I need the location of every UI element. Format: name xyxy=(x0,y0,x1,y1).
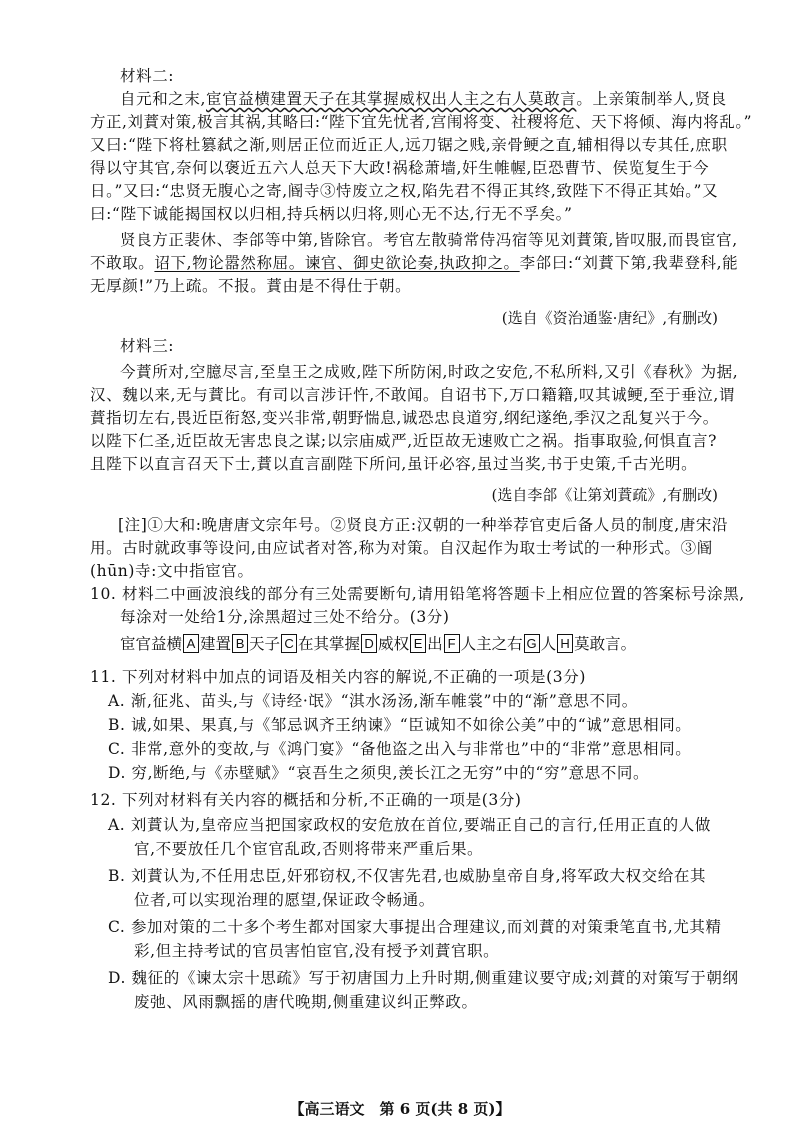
material-three-line: 且陛下以直言召天下士,蕡以直言副陛下所问,虽讦必容,虽过当奖,书于史策,千古光明。 xyxy=(90,455,698,473)
option-a[interactable]: A. 渐,征兆、苗头,与《诗经·氓》“淇水汤汤,渐车帷裳”中的“渐”意思不同。 xyxy=(108,692,638,710)
wavy-underlined-passage: 宦官益横建置天子在其掌握威权出人主之右人莫敢言 xyxy=(206,90,577,108)
answer-box-b[interactable]: B xyxy=(232,634,248,653)
option-line: 废弛、风雨飘摇的唐代晚期,侧重建议纠正弊政。 xyxy=(134,993,478,1011)
answer-box-a[interactable]: A xyxy=(183,634,199,653)
note-line: (hūn)寺:文中指宦官。 xyxy=(90,562,254,580)
passage-segment: 建置 xyxy=(200,635,232,653)
passage-segment: 莫敢言。 xyxy=(574,635,637,653)
material-two-line: 又曰:“陛下将杜篡弑之渐,则居正位而近正人,远刀锯之贱,亲骨鲠之直,辅相得以专其任,庶职 xyxy=(90,136,728,154)
material-three-citation: (选自李郃《让第刘蕡疏》,有删改) xyxy=(491,486,718,504)
passage-segment: 人主之右 xyxy=(460,635,523,653)
passage-segment: 宦官益横 xyxy=(120,635,183,653)
note-line: 用。古时就政事等设问,由应试者对答,称为对策。自汉起作为取士考试的一种形式。③阍 xyxy=(90,539,713,557)
answer-box-f[interactable]: F xyxy=(444,634,460,653)
option-line: A. 刘蕡认为,皇帝应当把国家政权的安危放在首位,要端正自己的言行,任用正直的人做 xyxy=(108,816,711,834)
underlined-translation-sentence: 诏下,物论嚣然称屈。谏官、御史欲论奏,执政抑之。 xyxy=(154,254,520,272)
option-b[interactable]: B. 诚,如果、果真,与《邹忌讽齐王纳谏》“臣诚知不如徐公美”中的“诚”意思相同。 xyxy=(108,716,692,734)
option-line: 彩,但主持考试的官员害怕宦官,没有授予刘蕡官职。 xyxy=(134,942,500,960)
passage-segment: 威权 xyxy=(378,635,410,653)
option-d[interactable]: D. 穷,断绝,与《赤壁赋》“哀吾生之须臾,羡长江之无穷”中的“穷”意思不同。 xyxy=(108,764,650,782)
answer-box-e[interactable]: E xyxy=(410,634,426,653)
material-two-line: 无厚颜!”乃上疏。不报。蕡由是不得仕于朝。 xyxy=(90,277,412,295)
material-two-line: 得以守其官,奈何以褒近五六人总天下大政!祸稔萧墙,奸生帷幄,臣恐曹节、侯览复生于今 xyxy=(90,159,710,177)
page-footer: 【高三语文 第 6 页(共 8 页)】 xyxy=(289,1100,511,1118)
material-three-heading: 材料三: xyxy=(120,337,175,355)
material-three-line: 蕡指切左右,畏近臣衔怒,变兴非常,朝野惴息,诚恐忠良道穷,纲纪遂绝,季汉之乱复兴于今。 xyxy=(90,409,719,427)
passage-segment: 出 xyxy=(427,635,443,653)
option-line: 位者,可以实现治理的愿望,保证政令畅通。 xyxy=(134,891,435,909)
option-line: 官,不要放任几个宦官乱政,否则将带来严重后果。 xyxy=(134,840,484,858)
passage-segment: 在其掌握 xyxy=(298,635,361,653)
material-two-citation: (选自《资治通鉴·唐纪》,有删改) xyxy=(501,309,718,327)
material-three-line: 以陛下仁圣,近臣故无害忠良之谋;以宗庙威严,近臣故无速败亡之祸。指事取验,何惧直言? xyxy=(90,432,718,450)
material-three-line: 汉、魏以来,无与蕡比。有司以言涉讦忤,不敢闻。自诏书下,万口籍籍,叹其诚鲠,至于垂泣,谓 xyxy=(90,386,735,404)
option-line: B. 刘蕡认为,不任用忠臣,奸邪窃权,不仅害先君,也威胁皇帝自身,将军政大权交给在其 xyxy=(108,867,707,885)
sentence-break-options xyxy=(120,633,636,655)
note-line: [注]①大和:晚唐唐文宗年号。②贤良方正:汉朝的一种举荐官吏后备人员的制度,唐宋沿 xyxy=(118,516,729,534)
question-stem: 每涂对一处给1分,涂黑超过三处不给分。(3分) xyxy=(120,608,450,626)
answer-box-g[interactable]: G xyxy=(524,634,540,653)
question-stem: 12. 下列对材料有关内容的概括和分析,不正确的一项是(3分) xyxy=(90,791,522,809)
answer-box-d[interactable]: D xyxy=(361,634,377,653)
material-two-line: 不敢取。诏下,物论嚣然称屈。谏官、御史欲论奏,执政抑之。李郃曰:“刘蕡下第,我辈登科,能 xyxy=(90,254,739,272)
question-stem: 10. 材料二中画波浪线的部分有三处需要断句,请用铅笔将答题卡上相应位置的答案标号涂黑, xyxy=(90,585,745,603)
passage-segment: 人 xyxy=(540,635,557,653)
answer-box-c[interactable]: C xyxy=(281,634,297,653)
material-two-line: 自元和之末,宦官益横建置天子在其掌握威权出人主之右人莫敢言。上亲策制举人,贤良 xyxy=(120,90,727,108)
option-line: D. 魏征的《谏太宗十思疏》写于初唐国力上升时期,侧重建议要守成;刘蕡的对策写于朝纲 xyxy=(108,969,739,987)
option-line: C. 参加对策的二十多个考生都对国家大事提出合理建议,而刘蕡的对策秉笔直书,尤其精 xyxy=(108,918,722,936)
material-two-line: 日。”又曰:“忠贤无腹心之寄,阍寺③恃废立之权,陷先君不得正其终,致陛下不得正其始。”又 xyxy=(90,182,719,200)
passage-segment: 天子 xyxy=(249,635,281,653)
question-stem: 11. 下列对材料中加点的词语及相关内容的解说,不正确的一项是(3分) xyxy=(90,668,586,686)
material-two-line: 贤良方正裴休、李郃等中第,皆除官。考官左散骑常侍冯宿等见刘蕡策,皆叹服,而畏宦官, xyxy=(120,231,738,249)
material-three-line: 今蕡所对,空臆尽言,至皇王之成败,陛下所防闲,时政之安危,不私所料,又引《春秋》为据, xyxy=(120,363,739,381)
material-two-line: 曰:“陛下诚能揭国权以归相,持兵柄以归将,则心无不达,行无不孚矣。” xyxy=(90,205,573,223)
material-two-heading: 材料二: xyxy=(120,67,175,85)
answer-box-h[interactable]: H xyxy=(557,634,573,653)
option-c[interactable]: C. 非常,意外的变故,与《鸿门宴》“备他盗之出入与非常也”中的“非常”意思相同。 xyxy=(108,740,692,758)
material-two-line: 方正,刘蕡对策,极言其祸,其略曰:“陛下宜先忧者,宫闱将变、社稷将危、天下将倾、海内将乱。” xyxy=(90,113,753,131)
